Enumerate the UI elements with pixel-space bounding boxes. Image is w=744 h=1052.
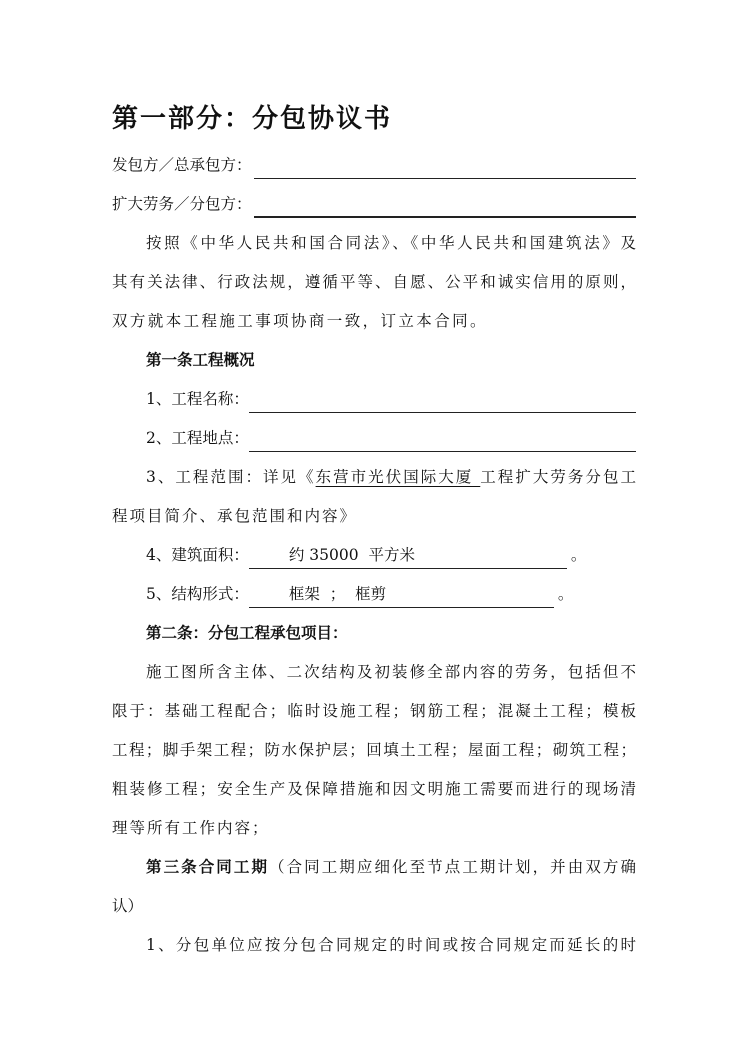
project-location-field bbox=[112, 419, 636, 458]
article2-line: 工程；脚手架工程；防水保护层；回填土工程；屋面工程；砌筑工程； bbox=[112, 741, 636, 759]
contractor-label: 发包方／总承包方： bbox=[112, 156, 252, 174]
scope-prefix: 3、工程范围：详见《 bbox=[146, 468, 316, 486]
article2-line: 限于：基础工程配合；临时设施工程；钢筋工程；混凝土工程；模板 bbox=[112, 702, 636, 720]
article3-heading: 第三条合同工期 bbox=[146, 858, 270, 876]
structure-field bbox=[112, 575, 636, 614]
project-name-label: 1、工程名称： bbox=[146, 390, 249, 408]
article2-line: 理等所有工作内容； bbox=[112, 819, 270, 837]
article2-line: 施工图所含主体、二次结构及初装修全部内容的劳务，包括但不 bbox=[146, 663, 636, 681]
article3-item1: 1、分包单位应按分包合同规定的时间或按合同规定而延长的时 bbox=[146, 936, 636, 954]
article2-heading: 第二条：分包工程承包项目： bbox=[146, 624, 348, 642]
subcontractor-label: 扩大劳务／分包方： bbox=[112, 195, 252, 213]
contractor-blank[interactable] bbox=[254, 151, 636, 179]
area-value[interactable]: 约 35000 平方米 bbox=[249, 542, 567, 569]
project-location-blank[interactable] bbox=[249, 424, 636, 452]
scope-project: 东营市光伏国际大厦 bbox=[315, 468, 481, 486]
scope-line-2: 程项目简介、承包范围和内容》 bbox=[112, 507, 358, 525]
article3-note: （合同工期应细化至节点工期计划，并由双方确 bbox=[269, 858, 636, 876]
project-name-blank[interactable] bbox=[249, 385, 636, 413]
structure-label: 5、结构形式： bbox=[146, 585, 249, 603]
document-page bbox=[112, 96, 636, 965]
subcontractor-blank[interactable] bbox=[254, 189, 636, 218]
project-name-field bbox=[112, 380, 636, 419]
contractor-field bbox=[112, 146, 636, 185]
article3-note-2: 认） bbox=[112, 897, 144, 915]
scope-line bbox=[112, 458, 636, 497]
structure-value[interactable]: 框架 ； 框剪 bbox=[249, 581, 554, 608]
area-field bbox=[112, 536, 636, 575]
article1-heading: 第一条工程概况 bbox=[146, 351, 255, 369]
structure-period: 。 bbox=[557, 585, 574, 603]
subcontractor-field bbox=[112, 185, 636, 224]
area-period: 。 bbox=[570, 546, 587, 564]
article2-line: 粗装修工程；安全生产及保障措施和因文明施工需要而进行的现场清 bbox=[112, 780, 636, 798]
project-location-label: 2、工程地点： bbox=[146, 429, 249, 447]
page-title: 第一部分：分包协议书 bbox=[112, 104, 393, 134]
article3-line bbox=[112, 848, 636, 887]
scope-suffix: 工程扩大劳务分包工 bbox=[480, 468, 636, 486]
intro-line: 其有关法律、行政法规，遵循平等、自愿、公平和诚实信用的原则， bbox=[112, 273, 636, 291]
intro-line: 按照《中华人民共和国合同法》、《中华人民共和国建筑法》及 bbox=[146, 234, 636, 252]
intro-line: 双方就本工程施工事项协商一致，订立本合同。 bbox=[112, 312, 488, 330]
area-label: 4、建筑面积： bbox=[146, 546, 249, 564]
